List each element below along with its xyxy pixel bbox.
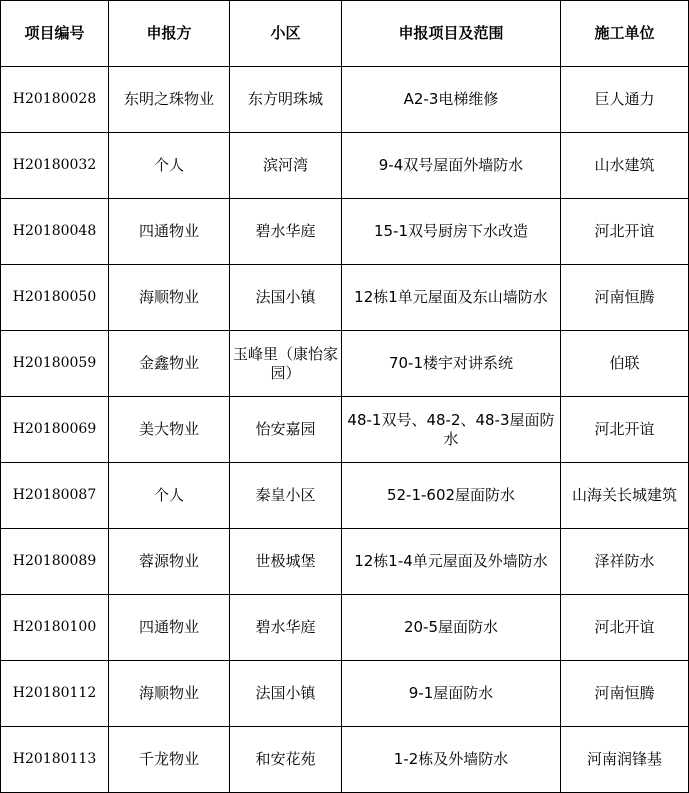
cell-community: 碧水华庭 — [230, 199, 342, 265]
cell-project-id: H20180100 — [1, 595, 109, 661]
cell-applicant: 海顺物业 — [109, 265, 230, 331]
cell-community: 秦皇小区 — [230, 463, 342, 529]
cell-applicant: 四通物业 — [109, 595, 230, 661]
table-row — [1, 67, 689, 133]
header-community: 小区 — [230, 1, 342, 67]
cell-project-id: H20180112 — [1, 661, 109, 727]
cell-project-scope: 9-4双号屋面外墙防水 — [342, 133, 561, 199]
cell-applicant: 个人 — [109, 133, 230, 199]
cell-project-scope: 52-1-602屋面防水 — [342, 463, 561, 529]
cell-project-id: H20180048 — [1, 199, 109, 265]
cell-community: 怡安嘉园 — [230, 397, 342, 463]
cell-community: 法国小镇 — [230, 265, 342, 331]
cell-applicant: 个人 — [109, 463, 230, 529]
cell-project-id: H20180059 — [1, 331, 109, 397]
cell-project-scope: 12栋1单元屋面及东山墙防水 — [342, 265, 561, 331]
cell-project-scope: A2-3电梯维修 — [342, 67, 561, 133]
cell-contractor: 伯联 — [561, 331, 689, 397]
cell-contractor: 河南润锋基 — [561, 727, 689, 793]
header-applicant: 申报方 — [109, 1, 230, 67]
cell-project-scope: 12栋1-4单元屋面及外墙防水 — [342, 529, 561, 595]
header-contractor: 施工单位 — [561, 1, 689, 67]
table-row — [1, 331, 689, 397]
table-row — [1, 463, 689, 529]
cell-project-scope: 15-1双号厨房下水改造 — [342, 199, 561, 265]
cell-community: 东方明珠城 — [230, 67, 342, 133]
cell-applicant: 四通物业 — [109, 199, 230, 265]
cell-community: 滨河湾 — [230, 133, 342, 199]
cell-applicant: 蓉源物业 — [109, 529, 230, 595]
table-row — [1, 661, 689, 727]
cell-contractor: 泽祥防水 — [561, 529, 689, 595]
cell-applicant: 美大物业 — [109, 397, 230, 463]
cell-project-id: H20180028 — [1, 67, 109, 133]
cell-contractor: 山水建筑 — [561, 133, 689, 199]
table-row — [1, 199, 689, 265]
cell-project-id: H20180032 — [1, 133, 109, 199]
header-project-scope: 申报项目及范围 — [342, 1, 561, 67]
cell-community: 碧水华庭 — [230, 595, 342, 661]
cell-applicant: 金鑫物业 — [109, 331, 230, 397]
cell-contractor: 河南恒腾 — [561, 265, 689, 331]
cell-contractor: 河北开谊 — [561, 397, 689, 463]
table-row — [1, 529, 689, 595]
table-row — [1, 265, 689, 331]
cell-project-scope: 20-5屋面防水 — [342, 595, 561, 661]
cell-project-scope: 1-2栋及外墙防水 — [342, 727, 561, 793]
table-row — [1, 595, 689, 661]
cell-project-id: H20180087 — [1, 463, 109, 529]
cell-contractor: 河南恒腾 — [561, 661, 689, 727]
cell-community: 法国小镇 — [230, 661, 342, 727]
cell-project-id: H20180050 — [1, 265, 109, 331]
cell-applicant: 海顺物业 — [109, 661, 230, 727]
cell-applicant: 东明之珠物业 — [109, 67, 230, 133]
header-row — [1, 1, 689, 67]
cell-contractor: 河北开谊 — [561, 595, 689, 661]
cell-project-scope: 70-1楼宇对讲系统 — [342, 331, 561, 397]
cell-community: 世极城堡 — [230, 529, 342, 595]
table-row — [1, 727, 689, 793]
cell-applicant: 千龙物业 — [109, 727, 230, 793]
cell-contractor: 巨人通力 — [561, 67, 689, 133]
cell-project-scope: 48-1双号、48-2、48-3屋面防水 — [342, 397, 561, 463]
header-project-id: 项目编号 — [1, 1, 109, 67]
cell-project-scope: 9-1屋面防水 — [342, 661, 561, 727]
cell-contractor: 山海关长城建筑 — [561, 463, 689, 529]
cell-project-id: H20180069 — [1, 397, 109, 463]
cell-community: 和安花苑 — [230, 727, 342, 793]
table-row — [1, 133, 689, 199]
table-row — [1, 397, 689, 463]
cell-community: 玉峰里（康怡家园） — [230, 331, 342, 397]
cell-contractor: 河北开谊 — [561, 199, 689, 265]
cell-project-id: H20180113 — [1, 727, 109, 793]
cell-project-id: H20180089 — [1, 529, 109, 595]
